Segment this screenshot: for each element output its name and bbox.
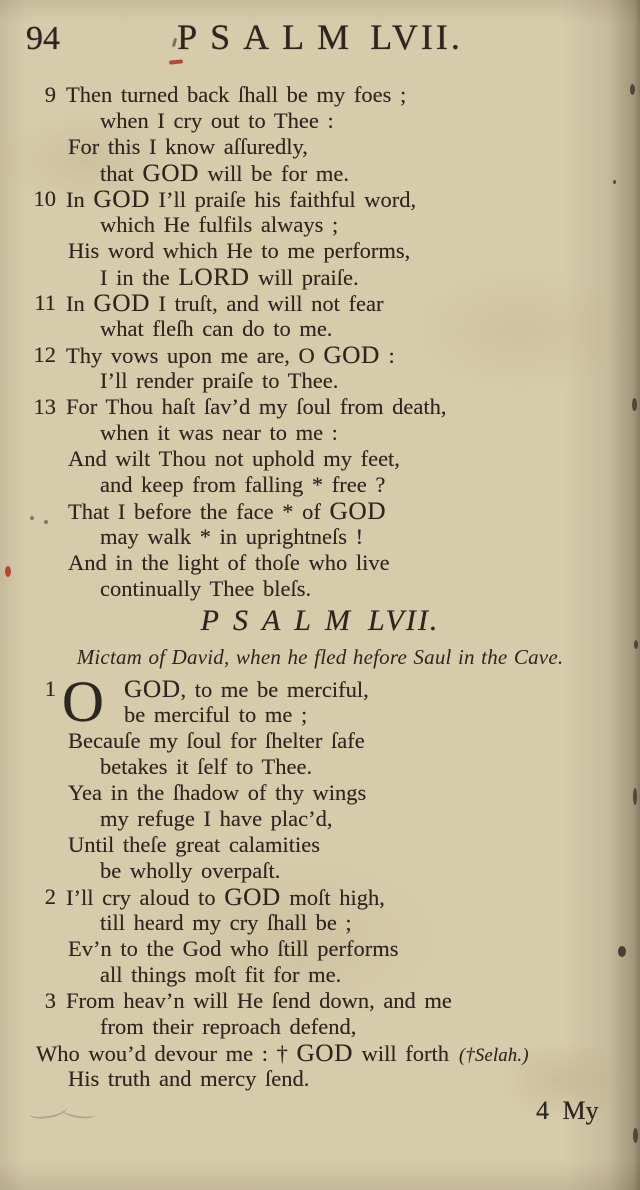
psalm-line bbox=[0, 728, 640, 754]
psalm-line bbox=[0, 472, 640, 498]
verse-number: 1 bbox=[44, 676, 56, 701]
edge-speck bbox=[613, 180, 616, 184]
line-text: His truth and mercy ſend. bbox=[68, 1066, 310, 1091]
verse-number: 2 bbox=[44, 884, 56, 909]
line-text: when it was near to me : bbox=[100, 420, 338, 445]
psalm-line bbox=[0, 82, 640, 108]
page-header bbox=[0, 16, 640, 68]
line-text: which He fulfils always ; bbox=[100, 212, 339, 237]
red-ink-speck bbox=[5, 566, 11, 577]
psalm-line bbox=[0, 988, 640, 1014]
line-text: from their reproach defend, bbox=[100, 1014, 357, 1039]
divine-name: GOD bbox=[224, 883, 281, 911]
line-text: be merciful to me ; bbox=[124, 702, 308, 727]
line-text: In GOD I truſt, and will not fear bbox=[66, 289, 384, 317]
line-text: betakes it ſelf to Thee. bbox=[100, 754, 313, 779]
section-heading bbox=[0, 604, 640, 638]
line-text: Thy vows upon me are, O GOD : bbox=[66, 341, 395, 369]
psalm-line bbox=[0, 316, 640, 342]
divine-name: GOD bbox=[124, 675, 181, 703]
psalm-line bbox=[0, 1066, 640, 1092]
catchword: 4 My bbox=[536, 1096, 599, 1125]
line-text: Who wou’d devour me : † GOD will forth bbox=[36, 1039, 449, 1067]
psalm-line bbox=[0, 910, 640, 936]
psalm-line bbox=[0, 884, 640, 910]
line-text: be wholly overpaſt. bbox=[100, 858, 281, 883]
psalm-line bbox=[0, 394, 640, 420]
section-subtitle: Mictam of David, when he fled hefore Saul in the Cave. bbox=[76, 645, 564, 669]
line-text: For this I know aſſuredly, bbox=[68, 134, 308, 159]
line-text: that GOD will be for me. bbox=[100, 159, 350, 187]
psalm-line bbox=[0, 962, 640, 988]
verse-number: 12 bbox=[33, 342, 56, 367]
psalm-line bbox=[0, 832, 640, 858]
psalm-line bbox=[0, 550, 640, 576]
line-text: my refuge I have plac’d, bbox=[100, 806, 333, 831]
psalm-line bbox=[0, 806, 640, 832]
divine-name: GOD bbox=[329, 497, 387, 525]
psalm-line bbox=[0, 1040, 640, 1066]
running-header bbox=[0, 16, 640, 58]
divine-name: GOD bbox=[296, 1039, 353, 1067]
psalm-line bbox=[0, 186, 640, 212]
line-text: I’ll render praiſe to Thee. bbox=[100, 368, 339, 393]
line-text: In GOD I’ll praiſe his faithful word, bbox=[66, 185, 417, 213]
edge-speck bbox=[618, 946, 626, 957]
psalm-line bbox=[0, 858, 640, 884]
line-text: what fleſh can do to me. bbox=[100, 316, 333, 341]
psalm-line bbox=[0, 212, 640, 238]
line-text: That I before the face * of GOD bbox=[68, 497, 387, 525]
edge-speck bbox=[634, 640, 638, 649]
line-text: till heard my cry ſhall be ; bbox=[100, 910, 352, 935]
psalm-line bbox=[0, 524, 640, 550]
verse-number: 13 bbox=[33, 394, 56, 419]
psalm-line bbox=[0, 342, 640, 368]
psalm-line bbox=[0, 1014, 640, 1040]
line-text: For Thou haſt ſav’d my ſoul from death, bbox=[66, 394, 447, 419]
divine-name: GOD bbox=[93, 185, 150, 213]
line-text: Ev’n to the God who ſtill performs bbox=[68, 936, 399, 961]
divine-name: GOD bbox=[323, 341, 380, 369]
line-text: when I cry out to Thee : bbox=[100, 108, 334, 133]
psalm-lvi-text bbox=[0, 82, 640, 602]
line-text: may walk * in uprightneſs ! bbox=[100, 524, 364, 549]
psalm-line bbox=[0, 702, 640, 728]
psalm-line bbox=[0, 754, 640, 780]
section-heading-numeral: LVII. bbox=[367, 604, 440, 637]
psalm-lvii-text bbox=[0, 669, 640, 1092]
line-text: all things moſt fit for me. bbox=[100, 962, 342, 987]
edge-speck bbox=[630, 84, 635, 95]
running-header-psalm: PSALM bbox=[177, 17, 363, 57]
verse-number: 10 bbox=[33, 186, 56, 211]
psalm-line bbox=[0, 290, 640, 316]
line-text: I’ll cry aloud to GOD moſt high, bbox=[66, 883, 385, 911]
selah-note: (†Selah.) bbox=[459, 1045, 529, 1065]
psalm-line bbox=[0, 108, 640, 134]
line-text: continually Thee bleſs. bbox=[100, 576, 312, 601]
divine-name: GOD bbox=[93, 289, 150, 317]
edge-speck bbox=[632, 398, 637, 411]
line-text: GOD, to me be merciful, bbox=[124, 675, 369, 703]
psalm-line bbox=[0, 936, 640, 962]
section-heading-psalm: PSALM bbox=[200, 604, 364, 637]
psalm-line bbox=[0, 420, 640, 446]
line-text: I in the LORD will praiſe. bbox=[100, 263, 359, 291]
psalm-line bbox=[0, 446, 640, 472]
psalm-line bbox=[0, 160, 640, 186]
psalm-line bbox=[0, 264, 640, 290]
line-text: Becauſe my ſoul for ſhelter ſafe bbox=[68, 728, 365, 753]
psalm-line bbox=[0, 238, 640, 264]
psalm-line bbox=[0, 134, 640, 160]
psalm-line bbox=[0, 498, 640, 524]
stray-dot bbox=[30, 516, 34, 520]
divine-name: LORD bbox=[178, 263, 250, 291]
line-text: And in the light of thoſe who live bbox=[68, 550, 390, 575]
running-header-numeral: LVII. bbox=[370, 17, 463, 57]
handwriting-smudge bbox=[28, 1098, 100, 1124]
line-text: From heav’n will He ſend down, and me bbox=[66, 988, 452, 1013]
page-number: 94 bbox=[26, 20, 60, 57]
psalm-line bbox=[0, 576, 640, 602]
verse-number: 11 bbox=[34, 290, 56, 315]
verse-number: 3 bbox=[44, 988, 56, 1013]
psalm-line bbox=[0, 780, 640, 806]
drop-cap: O bbox=[62, 669, 104, 734]
edge-speck bbox=[633, 788, 637, 805]
stray-dot bbox=[44, 520, 48, 524]
line-text: Until theſe great calamities bbox=[68, 832, 321, 857]
divine-name: GOD bbox=[142, 159, 199, 187]
verse-number: 9 bbox=[44, 82, 56, 107]
psalm-line bbox=[0, 368, 640, 394]
line-text: and keep from falling * free ? bbox=[100, 472, 386, 497]
line-text: His word which He to me performs, bbox=[68, 238, 411, 263]
line-text: Yea in the ſhadow of thy wings bbox=[68, 780, 367, 805]
line-text: And wilt Thou not uphold my feet, bbox=[68, 446, 400, 471]
line-text: Then turned back ſhall be my foes ; bbox=[66, 82, 407, 107]
edge-speck bbox=[633, 1128, 638, 1143]
